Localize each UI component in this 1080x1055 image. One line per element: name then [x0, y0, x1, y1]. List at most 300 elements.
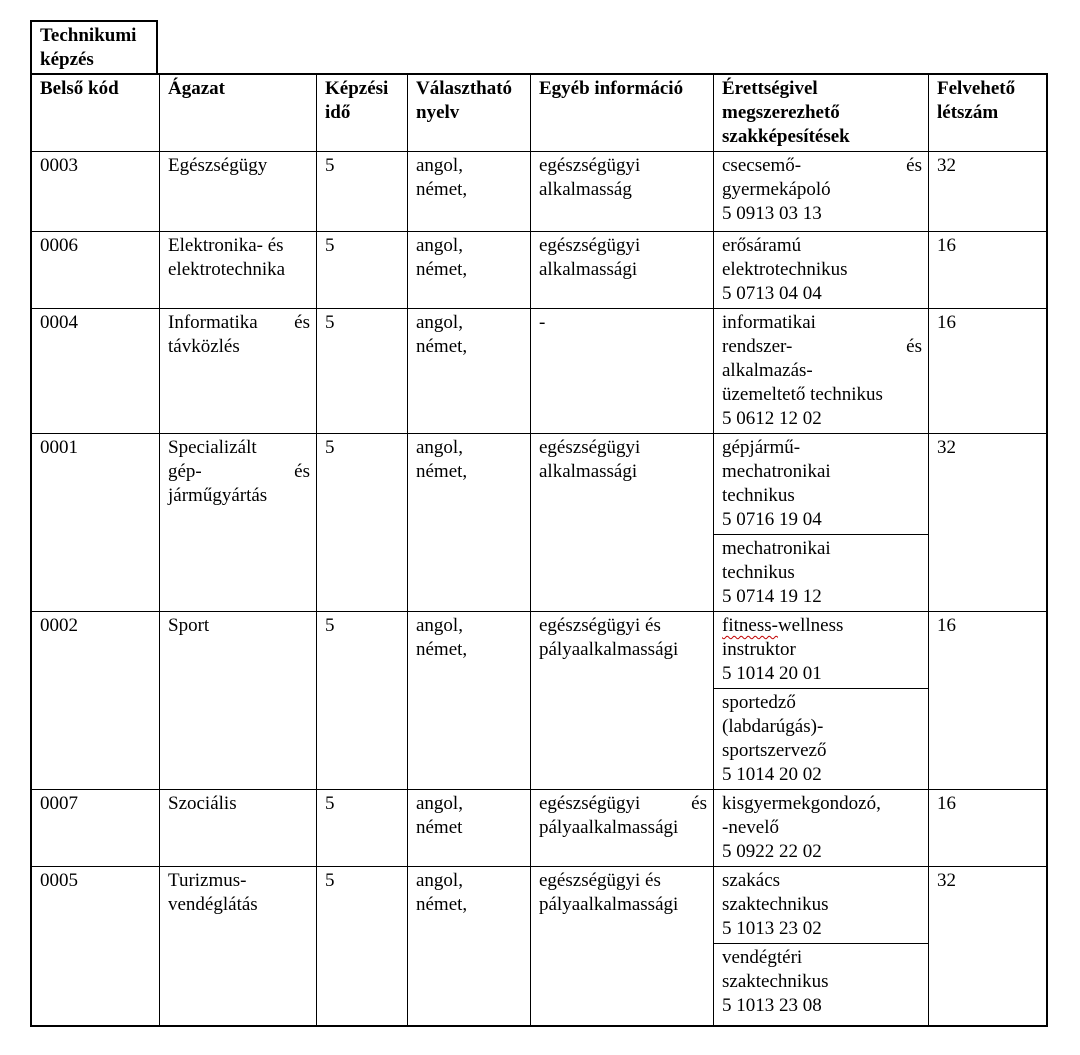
text-segment: 5 1013 23 08	[722, 995, 822, 1016]
sub-cell	[714, 534, 928, 611]
cell-content	[408, 867, 530, 919]
cell-valaszthato-nyelv	[408, 232, 531, 308]
cell-kepzesi-ido	[317, 152, 408, 231]
cell-agazat	[160, 612, 317, 789]
cell-content	[714, 867, 928, 943]
text-line	[539, 460, 707, 484]
text-line	[937, 869, 1040, 893]
cell-content	[531, 152, 713, 204]
cell-content	[714, 75, 928, 151]
text-line	[325, 792, 401, 816]
text-line	[722, 638, 922, 662]
cell-content	[160, 152, 316, 180]
justified-part	[294, 311, 310, 335]
table-header-row	[32, 75, 1046, 152]
text-segment: 32	[937, 437, 956, 458]
cell-agazat	[160, 867, 317, 1025]
text-line	[40, 792, 153, 816]
cell-content	[714, 790, 928, 866]
justified-part	[906, 335, 922, 359]
cell-agazat	[160, 790, 317, 866]
text-line	[722, 407, 922, 431]
column-header-egyeb-informacio	[531, 75, 714, 151]
cell-content	[160, 309, 316, 361]
cell-egyeb-informacio	[531, 434, 714, 611]
text-segment: alkalmasság	[539, 179, 632, 200]
table-row	[32, 232, 1046, 309]
text-segment: 16	[937, 235, 956, 256]
text-line	[416, 77, 524, 101]
text-line	[722, 739, 922, 763]
text-segment: alkalmassági	[539, 461, 638, 482]
text-line	[722, 202, 922, 226]
cell-agazat	[160, 152, 317, 231]
text-line	[539, 638, 707, 662]
sub-cell	[714, 688, 928, 789]
cell-kepzesi-ido	[317, 309, 408, 433]
text-line	[416, 436, 524, 460]
cell-kepzesi-ido	[317, 232, 408, 308]
text-segment: 0004	[40, 312, 78, 333]
text-line	[40, 614, 153, 638]
cell-content	[531, 612, 713, 664]
text-line	[168, 335, 310, 359]
text-segment: német,	[416, 179, 468, 200]
text-segment: 5	[325, 155, 335, 176]
text-line	[168, 893, 310, 917]
text-segment: német,	[416, 461, 468, 482]
text-segment: Turizmus-	[168, 870, 247, 891]
text-line	[325, 101, 401, 125]
text-line	[40, 24, 150, 48]
cell-valaszthato-nyelv	[408, 867, 531, 1025]
text-segment: Specializált	[168, 437, 257, 458]
text-segment: német,	[416, 259, 468, 280]
text-line	[937, 234, 1040, 258]
text-segment: 5 0922 22 02	[722, 841, 822, 862]
cell-valaszthato-nyelv	[408, 434, 531, 611]
text-line	[168, 792, 310, 816]
text-segment: 5	[325, 870, 335, 891]
text-segment: és	[906, 336, 922, 357]
table-row	[32, 152, 1046, 232]
text-segment: gépjármű-	[722, 437, 801, 458]
cell-szakkepesitesek	[714, 790, 929, 866]
cell-egyeb-informacio	[531, 790, 714, 866]
admissions-table	[30, 73, 1048, 1027]
cell-content	[531, 790, 713, 842]
text-line	[40, 436, 153, 460]
text-segment: egészségügyi	[539, 437, 641, 458]
text-line	[722, 816, 922, 840]
justified-part	[168, 311, 258, 335]
text-segment: Felvehető	[937, 78, 1016, 99]
text-line	[722, 614, 922, 638]
cell-content	[714, 434, 928, 534]
cell-content	[929, 790, 1046, 818]
text-line	[168, 436, 310, 460]
text-segment: Technikumi	[40, 25, 137, 46]
text-segment: mechatronikai	[722, 461, 831, 482]
cell-content	[32, 434, 159, 462]
text-segment: angol,	[416, 615, 463, 636]
text-line	[168, 460, 310, 484]
text-segment: egészségügyi	[539, 793, 641, 814]
sub-cell	[714, 943, 928, 1020]
text-segment: Informatika	[168, 312, 258, 333]
text-segment: -	[539, 312, 546, 333]
text-segment: 0001	[40, 437, 78, 458]
cell-content	[160, 232, 316, 284]
cell-content	[714, 612, 928, 688]
text-line	[539, 258, 707, 282]
text-line	[325, 436, 401, 460]
text-line	[937, 311, 1040, 335]
text-line	[416, 311, 524, 335]
spellcheck-underline: fitness-	[722, 615, 778, 636]
text-line	[937, 101, 1040, 125]
text-segment: gép-	[168, 461, 202, 482]
text-segment: 16	[937, 615, 956, 636]
text-segment: 16	[937, 793, 956, 814]
text-line	[40, 311, 153, 335]
justified-part	[539, 792, 640, 816]
cell-content	[32, 867, 159, 895]
text-line	[539, 77, 707, 101]
text-segment: sportszervező	[722, 740, 827, 761]
text-line	[722, 537, 922, 561]
text-segment: és	[691, 793, 707, 814]
text-line	[40, 154, 153, 178]
text-segment: csecsemő-	[722, 155, 802, 176]
cell-content	[714, 232, 928, 308]
text-segment: technikus	[722, 562, 795, 583]
text-segment: elektrotechnikus	[722, 259, 848, 280]
text-line	[539, 234, 707, 258]
text-segment: Érettségivel	[722, 78, 818, 99]
text-segment: 0005	[40, 870, 78, 891]
text-line	[722, 436, 922, 460]
text-line	[937, 436, 1040, 460]
text-segment: 5	[325, 793, 335, 814]
text-line	[40, 77, 153, 101]
text-line	[416, 258, 524, 282]
text-segment: Sport	[168, 615, 210, 636]
cell-belso-kod	[32, 309, 160, 433]
cell-agazat	[160, 232, 317, 308]
text-segment: 0006	[40, 235, 78, 256]
text-segment: Választható	[416, 78, 513, 99]
cell-szakkepesitesek	[714, 309, 929, 433]
text-segment: szaktechnikus	[722, 971, 829, 992]
text-segment: 5	[325, 312, 335, 333]
text-line	[168, 77, 310, 101]
cell-valaszthato-nyelv	[408, 790, 531, 866]
cell-felveheto-letszam	[929, 867, 1046, 1025]
cell-egyeb-informacio	[531, 309, 714, 433]
cell-szakkepesitesek	[714, 434, 929, 611]
text-segment: Egyéb információ	[539, 78, 684, 99]
cell-content	[929, 152, 1046, 180]
text-line	[722, 994, 922, 1018]
text-segment: alkalmassági	[539, 259, 638, 280]
text-segment: 5	[325, 615, 335, 636]
text-segment: vendégtéri	[722, 947, 803, 968]
text-line	[539, 869, 707, 893]
text-segment: gyermekápoló	[722, 179, 831, 200]
text-line	[416, 101, 524, 125]
cell-content	[408, 152, 530, 204]
text-line	[722, 460, 922, 484]
cell-felveheto-letszam	[929, 232, 1046, 308]
text-line	[722, 893, 922, 917]
text-line	[722, 335, 922, 359]
text-segment: Képzési	[325, 78, 389, 99]
text-segment: üzemeltető technikus	[722, 384, 883, 405]
text-line	[40, 869, 153, 893]
column-header-felveheto-letszam	[929, 75, 1046, 151]
text-segment: pályaalkalmassági	[539, 894, 679, 915]
text-segment: képzés	[40, 49, 94, 70]
cell-content	[929, 75, 1046, 127]
justified-part	[691, 792, 707, 816]
text-line	[722, 234, 922, 258]
cell-kepzesi-ido	[317, 612, 408, 789]
cell-kepzesi-ido	[317, 434, 408, 611]
cell-content	[714, 309, 928, 433]
text-segment: 5 0716 19 04	[722, 509, 822, 530]
text-line	[722, 282, 922, 306]
text-line	[416, 869, 524, 893]
text-line	[416, 893, 524, 917]
text-segment: 5 0713 04 04	[722, 283, 822, 304]
text-segment: angol,	[416, 437, 463, 458]
cell-szakkepesitesek	[714, 867, 929, 1025]
cell-content	[160, 790, 316, 818]
cell-content	[929, 232, 1046, 260]
cell-content	[929, 612, 1046, 640]
cell-szakkepesitesek	[714, 612, 929, 789]
cell-content	[531, 867, 713, 919]
text-segment: sportedző	[722, 692, 796, 713]
table-row	[32, 867, 1046, 1025]
cell-content	[32, 309, 159, 337]
text-segment: vendéglátás	[168, 894, 258, 915]
cell-kepzesi-ido	[317, 790, 408, 866]
column-header-agazat	[160, 75, 317, 151]
text-segment: alkalmazás-	[722, 360, 813, 381]
text-line	[168, 614, 310, 638]
cell-content	[317, 434, 407, 462]
text-segment: egészségügyi és	[539, 870, 661, 891]
cell-content	[531, 75, 713, 103]
text-line	[416, 234, 524, 258]
text-segment: idő	[325, 102, 351, 123]
cell-content	[531, 309, 713, 337]
text-segment: távközlés	[168, 336, 240, 357]
text-line	[722, 484, 922, 508]
text-line	[416, 460, 524, 484]
text-line	[937, 77, 1040, 101]
text-segment: létszám	[937, 102, 999, 123]
text-line	[416, 154, 524, 178]
text-line	[325, 614, 401, 638]
justified-part	[906, 154, 922, 178]
text-segment: angol,	[416, 870, 463, 891]
cell-szakkepesitesek	[714, 232, 929, 308]
cell-egyeb-informacio	[531, 152, 714, 231]
text-segment: szaktechnikus	[722, 894, 829, 915]
text-line	[416, 792, 524, 816]
cell-egyeb-informacio	[531, 612, 714, 789]
cell-content	[714, 152, 928, 228]
cell-content	[32, 232, 159, 260]
text-line	[539, 792, 707, 816]
text-segment: Elektronika- és	[168, 235, 284, 256]
cell-szakkepesitesek	[714, 152, 929, 231]
cell-egyeb-informacio	[531, 232, 714, 308]
table-title-cell	[30, 20, 158, 73]
cell-felveheto-letszam	[929, 612, 1046, 789]
text-line	[722, 359, 922, 383]
cell-content	[929, 434, 1046, 462]
text-line	[539, 436, 707, 460]
cell-content	[160, 75, 316, 103]
text-segment: és	[294, 461, 310, 482]
text-segment: Ágazat	[168, 78, 225, 99]
cell-content	[317, 790, 407, 818]
text-line	[722, 178, 922, 202]
cell-belso-kod	[32, 232, 160, 308]
cell-valaszthato-nyelv	[408, 152, 531, 231]
text-segment: 32	[937, 870, 956, 891]
text-line	[539, 178, 707, 202]
text-segment: 16	[937, 312, 956, 333]
text-line	[722, 946, 922, 970]
text-line	[40, 48, 150, 72]
text-line	[539, 816, 707, 840]
text-line	[325, 154, 401, 178]
text-segment: 5	[325, 437, 335, 458]
cell-content	[531, 232, 713, 284]
cell-egyeb-informacio	[531, 867, 714, 1025]
table-row	[32, 434, 1046, 612]
cell-content	[531, 434, 713, 486]
text-segment: nyelv	[416, 102, 460, 123]
text-segment: (labdarúgás)-	[722, 716, 824, 737]
cell-content	[317, 867, 407, 895]
cell-content	[317, 612, 407, 640]
table-row	[32, 612, 1046, 790]
text-segment: és	[294, 312, 310, 333]
text-segment: angol,	[416, 312, 463, 333]
cell-belso-kod	[32, 790, 160, 866]
cell-felveheto-letszam	[929, 790, 1046, 866]
text-segment: egészségügyi	[539, 235, 641, 256]
text-line	[325, 311, 401, 335]
text-line	[416, 335, 524, 359]
justified-part	[722, 335, 792, 359]
document-page	[30, 20, 1048, 1027]
cell-content	[317, 232, 407, 260]
text-line	[722, 840, 922, 864]
cell-content	[408, 309, 530, 361]
text-segment: technikus	[722, 485, 795, 506]
justified-part	[168, 460, 202, 484]
text-line	[722, 917, 922, 941]
cell-content	[317, 152, 407, 180]
cell-content	[32, 612, 159, 640]
cell-felveheto-letszam	[929, 152, 1046, 231]
text-line	[168, 258, 310, 282]
text-line	[168, 234, 310, 258]
text-segment: német	[416, 817, 463, 838]
text-line	[722, 508, 922, 532]
text-segment: erősáramú	[722, 235, 802, 256]
text-segment: és	[906, 155, 922, 176]
text-segment: német,	[416, 894, 468, 915]
text-line	[722, 561, 922, 585]
text-segment: egészségügyi	[539, 155, 641, 176]
text-segment: német,	[416, 336, 468, 357]
text-line	[722, 77, 922, 101]
cell-content	[317, 75, 407, 127]
cell-agazat	[160, 434, 317, 611]
text-line	[937, 614, 1040, 638]
text-line	[722, 101, 922, 125]
text-line	[539, 893, 707, 917]
text-segment: rendszer-	[722, 336, 793, 357]
cell-kepzesi-ido	[317, 867, 408, 1025]
table-row	[32, 309, 1046, 434]
cell-content	[160, 434, 316, 510]
text-line	[937, 792, 1040, 816]
cell-belso-kod	[32, 612, 160, 789]
text-segment: Szociális	[168, 793, 237, 814]
text-segment: elektrotechnika	[168, 259, 286, 280]
text-segment: járműgyártás	[168, 485, 268, 506]
cell-belso-kod	[32, 867, 160, 1025]
justified-part	[722, 154, 801, 178]
column-header-kepzesi-ido	[317, 75, 408, 151]
text-line	[539, 614, 707, 638]
cell-content	[408, 75, 530, 127]
text-segment: kisgyermekgondozó,	[722, 793, 881, 814]
text-line	[722, 125, 922, 149]
text-segment: 0002	[40, 615, 78, 636]
column-header-valaszthato-nyelv	[408, 75, 531, 151]
text-segment: szakképesítések	[722, 126, 850, 147]
text-segment: informatikai	[722, 312, 816, 333]
text-segment: szakács	[722, 870, 781, 891]
text-segment: angol,	[416, 155, 463, 176]
text-line	[722, 585, 922, 609]
text-segment: Egészségügy	[168, 155, 268, 176]
text-line	[722, 970, 922, 994]
text-line	[722, 662, 922, 686]
cell-valaszthato-nyelv	[408, 612, 531, 789]
cell-content	[408, 232, 530, 284]
text-line	[416, 816, 524, 840]
text-line	[416, 178, 524, 202]
text-line	[40, 234, 153, 258]
text-line	[539, 154, 707, 178]
text-line	[416, 638, 524, 662]
text-line	[416, 614, 524, 638]
text-line	[168, 484, 310, 508]
text-segment: 5 0612 12 02	[722, 408, 822, 429]
text-line	[722, 792, 922, 816]
